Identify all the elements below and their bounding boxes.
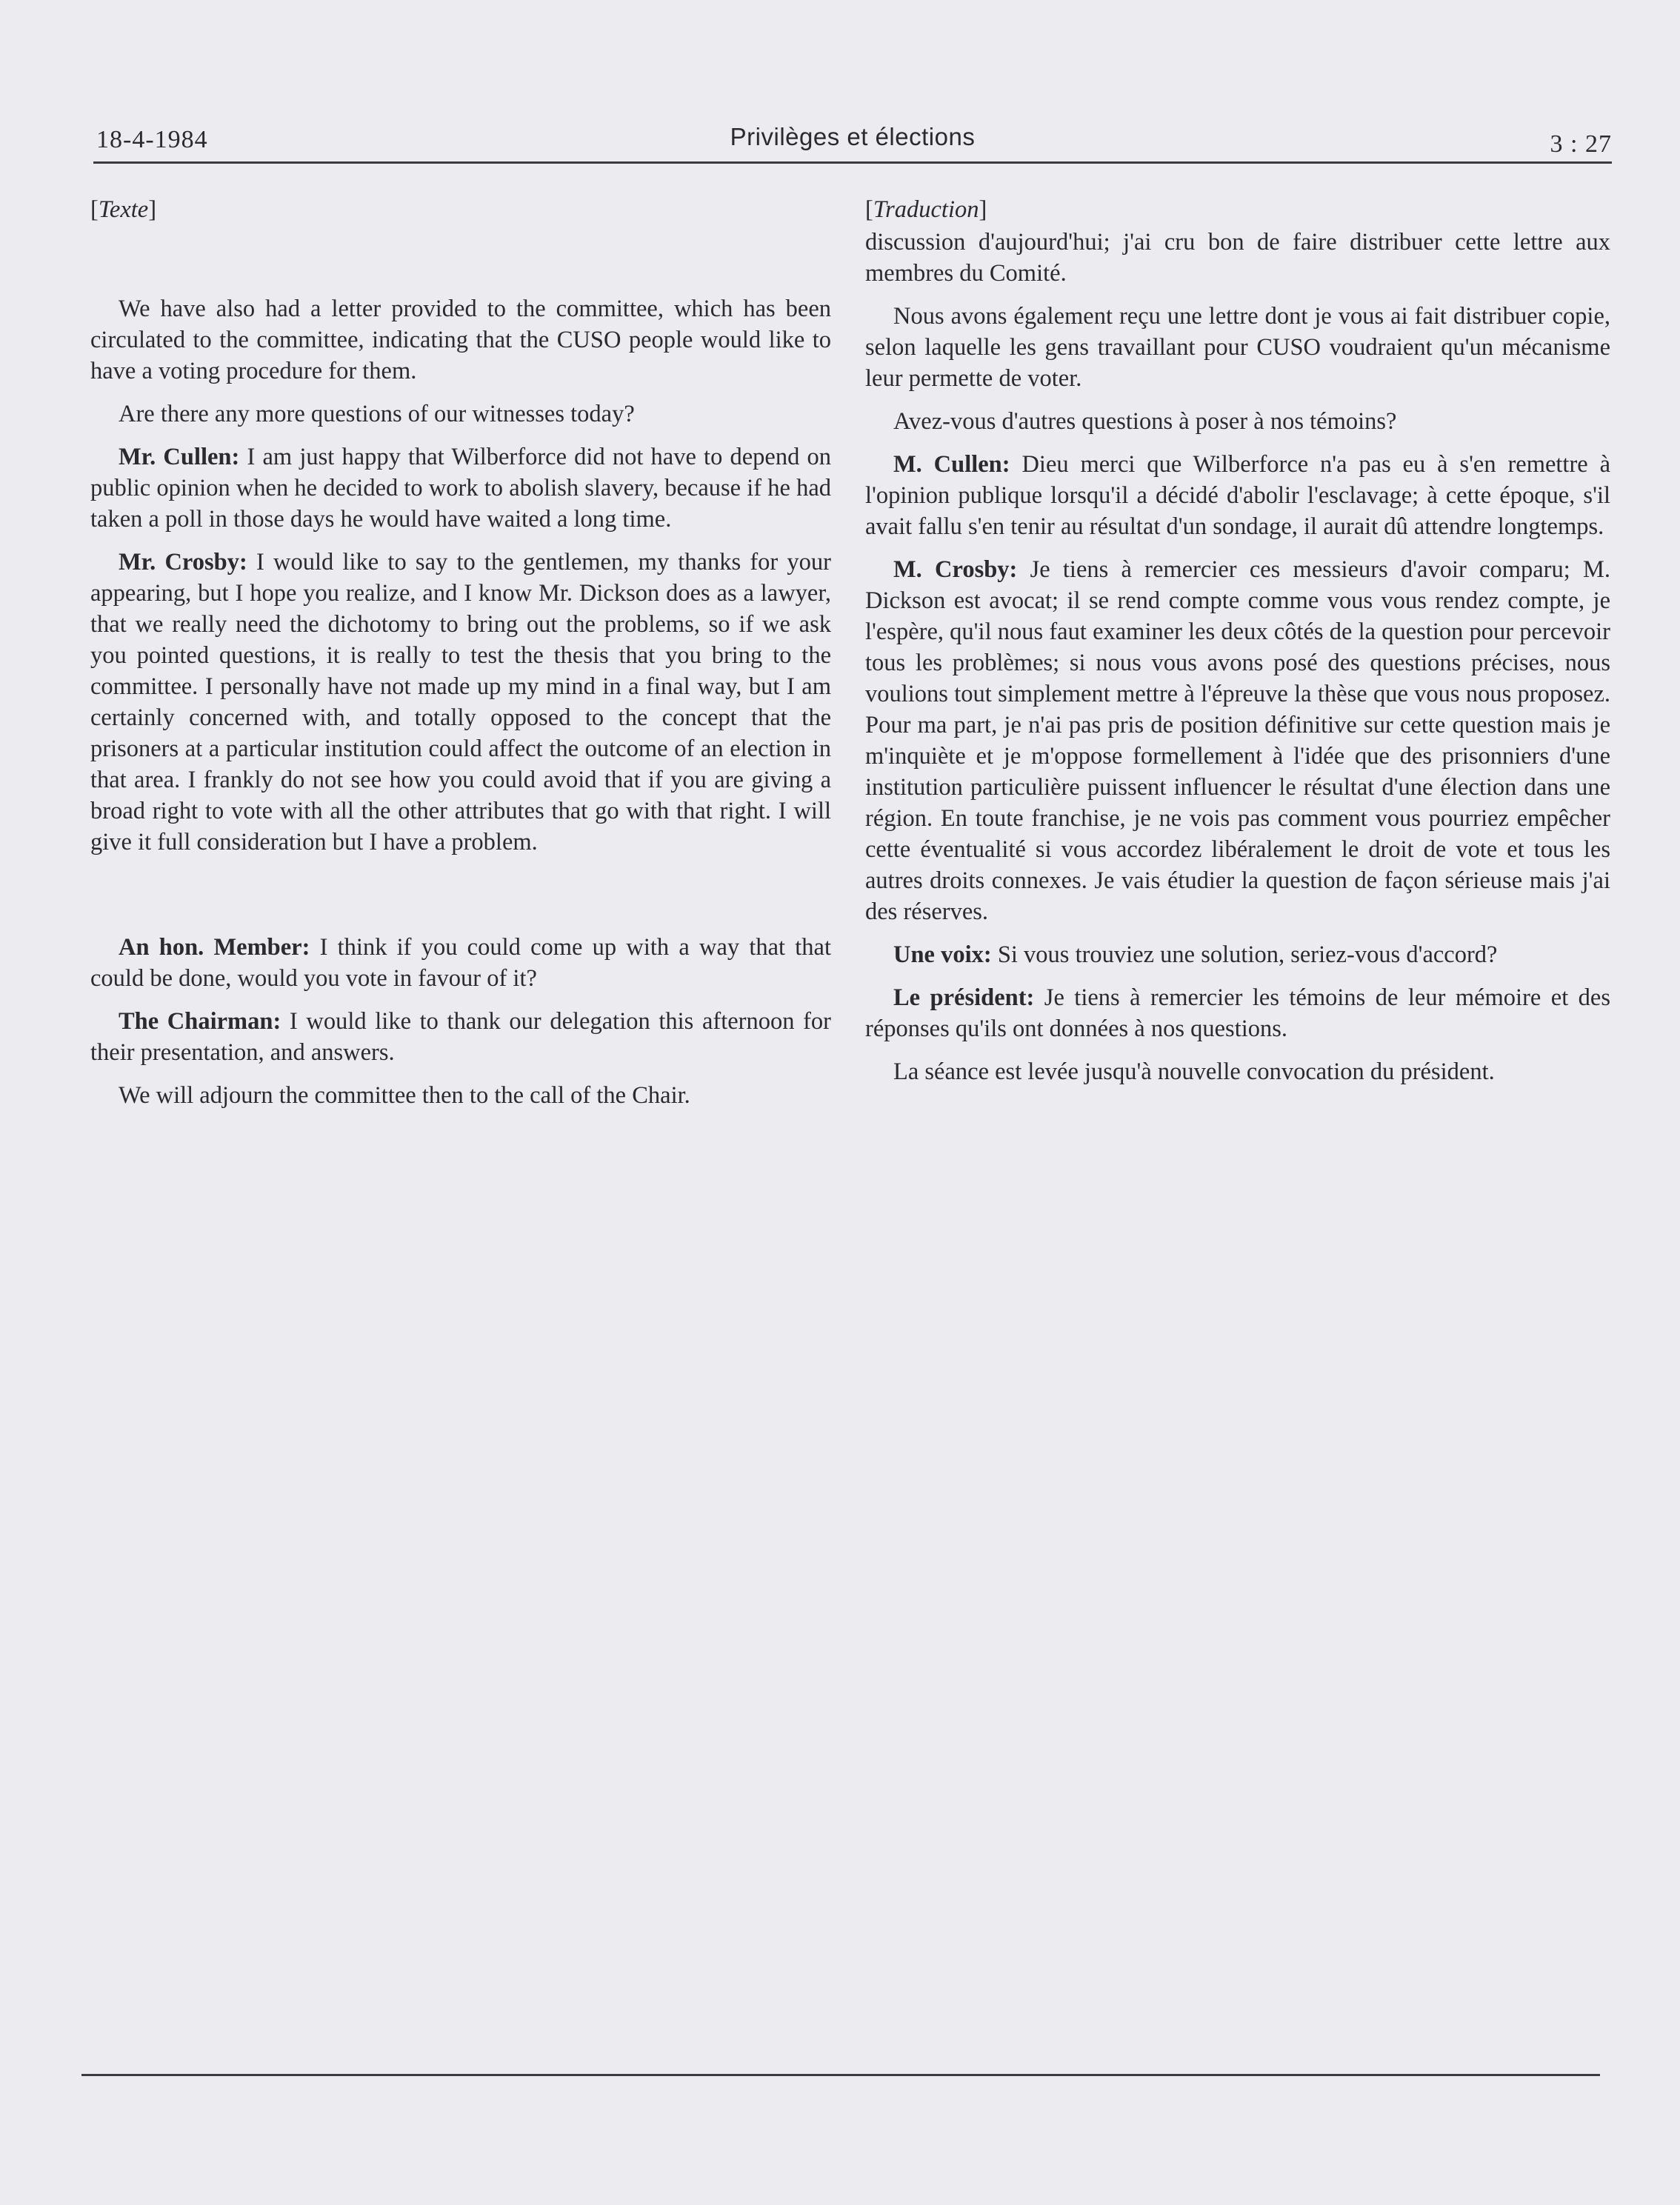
- left-paragraph: The Chairman: I would like to thank our delegation this afternoon for their presentation, and answers.: [90, 1008, 832, 1066]
- right-paragraph: discussion d'aujourd'hui; j'ai cru bon de faire distribuer cette lettre aux membres du Comité.: [865, 229, 1610, 287]
- right-paragraph: La séance est levée jusqu'à nouvelle convocation du président.: [893, 1058, 1495, 1085]
- right-paragraph: M. Cullen: Dieu merci que Wilberforce n'a pas eu à s'en remettre à l'opinion publique lorsqu'il a décidé d'abolir l'esclavage; à cette époque, s'il avait fallu s'en tenir au résultat d'un sondage, il aurait dû attendre longtemps.: [865, 451, 1610, 540]
- speaker-name: Mr. Crosby:: [119, 549, 247, 576]
- speaker-name: Mr. Cullen:: [119, 444, 240, 470]
- left-paragraph: Mr. Cullen: I am just happy that Wilberforce did not have to depend on public opinion when he decided to work to abolish slavery, because if he had taken a poll in those days he would have waited a long time.: [90, 444, 831, 533]
- french-column-label: [Traduction]: [865, 196, 987, 223]
- speaker-name: The Chairman:: [119, 1008, 281, 1035]
- header-date: 18-4-1984: [96, 126, 208, 153]
- speaker-name: M. Cullen:: [893, 451, 1010, 478]
- right-paragraph: Avez-vous d'autres questions à poser à nos témoins?: [893, 408, 1397, 435]
- left-paragraph: We have also had a letter provided to the committee, which has been circulated to the committee, indicating that the CUSO people would like to have a voting procedure for them.: [90, 296, 831, 384]
- right-paragraph: Le président: Je tiens à remercier les témoins de leur mémoire et des réponses qu'ils ont données à nos questions.: [865, 984, 1610, 1042]
- left-paragraph: An hon. Member: I think if you could come up with a way that that could be done, would you vote in favour of it?: [90, 934, 831, 992]
- left-paragraph: Mr. Crosby: I would like to say to the gentlemen, my thanks for your appearing, but I hope you realize, and I know Mr. Dickson does as a lawyer, that we really need the dichotomy to bring out the problems, so if we ask you pointed questions, it is really to test the thesis that you bring to the committee. I personally have not made up my mind in a final way, but I am certainly concerned with, and totally opposed to the concept that the prisoners at a particular institution could affect the outcome of an election in that area. I frankly do not see how you could avoid that if you are giving a broad right to vote with all the other attributes that go with that right. I will give it full consideration but I have a problem.: [90, 549, 831, 855]
- right-paragraph: Nous avons également reçu une lettre dont je vous ai fait distribuer copie, selon laquelle les gens travaillant pour CUSO voudraient qu'un mécanisme leur permette de voter.: [865, 303, 1610, 392]
- header-page-number: 3 : 27: [1550, 130, 1612, 158]
- left-paragraph: We will adjourn the committee then to the call of the Chair.: [119, 1082, 690, 1109]
- footer-rule: [81, 2074, 1600, 2076]
- right-paragraph: Une voix: Si vous trouviez une solution, seriez-vous d'accord?: [893, 941, 1498, 968]
- french-column: [865, 194, 1610, 1099]
- right-paragraph: M. Crosby: Je tiens à remercier ces messieurs d'avoir comparu; M. Dickson est avocat; il se rend compte comme vous vous rendez compte, je l'espère, qu'il nous faut examiner les deux côtés de la question pour percevoir tous les problèmes; si nous vous avons posé des questions précises, nous voulions tout simplement mettre à l'épreuve la thèse que vous nous proposez. Pour ma part, je n'ai pas pris de position définitive sur cette question mais je m'inquiète et je m'oppose formellement à l'idée que des prisonniers d'une institution particulière puissent influencer le résultat d'une élection dans une région. En toute franchise, je ne vois pas comment vous pourriez empêcher cette éventualité si vous accordez libéralement le droit de vote et tous les autres droits connexes. Je vais étudier la question de façon sérieuse mais j'ai des réserves.: [865, 556, 1610, 925]
- header-rule: [93, 161, 1612, 164]
- speaker-name: Le président:: [893, 984, 1035, 1011]
- header-title: Privilèges et élections: [730, 123, 976, 150]
- left-paragraph: Are there any more questions of our witnesses today?: [119, 401, 635, 427]
- speaker-name: Une voix:: [893, 941, 992, 968]
- speaker-name: An hon. Member:: [119, 934, 310, 961]
- speaker-name: M. Crosby:: [893, 556, 1018, 583]
- running-header: [93, 123, 1612, 161]
- english-column-label: [Texte]: [90, 196, 157, 223]
- english-column: [90, 194, 831, 1123]
